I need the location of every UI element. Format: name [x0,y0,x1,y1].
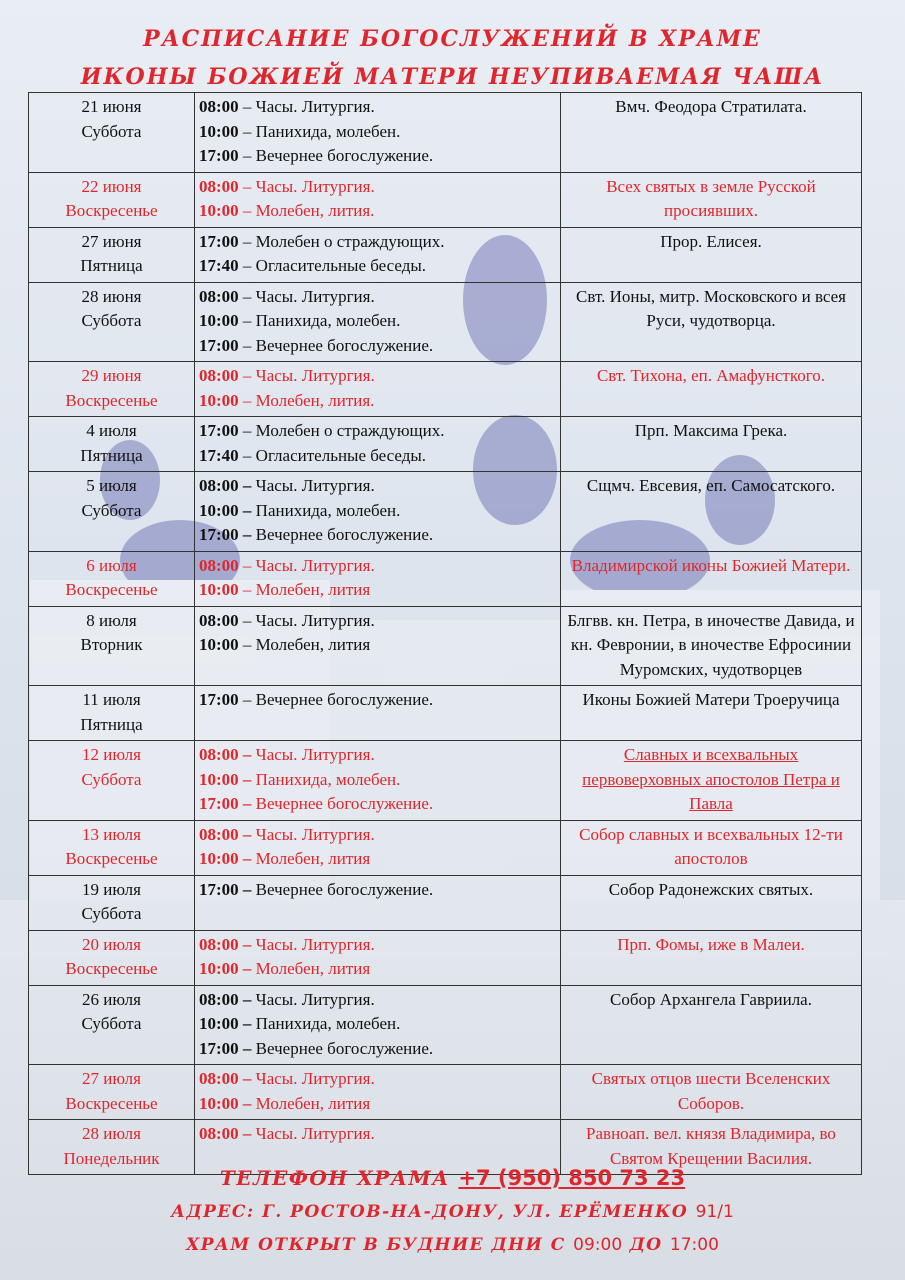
commemoration-cell [561,1065,862,1120]
date-text: 5 июля [86,476,137,495]
service-time: 10:00 [199,580,239,599]
weekday-text: Суббота [81,121,142,141]
schedule-row [29,172,862,227]
services-cell [195,686,561,741]
commemoration-text: Собор славных и всехвальных 12-ти апостолов [579,824,843,868]
date-cell [29,1065,195,1120]
service-time: 17:00 – [199,525,252,544]
service-description: – Вечернее богослужение. [238,335,434,355]
commemoration-text: Свт. Ионы, митр. Московского и всея Руси, чудотворца. [576,286,846,330]
service-item [199,1037,556,1062]
service-item [199,823,556,848]
service-description: – Часы. Литургия. [238,610,375,630]
service-item [199,792,556,817]
service-item [199,144,556,169]
service-time: 08:00 – [199,824,252,844]
service-item [199,957,556,982]
service-time: 08:00 [199,610,239,630]
schedule-body [29,93,862,1175]
schedule-row [29,551,862,606]
service-item [199,1012,556,1037]
service-item [199,988,556,1013]
service-time: 08:00 [199,286,239,306]
address-number: 91/1 [695,1202,734,1222]
service-description: Часы. Литургия. [251,745,375,764]
weekday-text: Пятница [80,714,143,734]
service-item [199,199,556,224]
date-cell [29,172,195,227]
commemoration-text: Равноап. вел. князя Владимира, во Святом Крещении Василия. [586,1124,836,1168]
date-cell [29,472,195,552]
commemoration-text: Прп. Фомы, иже в Малеи. [617,934,805,954]
services-cell [195,1065,561,1120]
weekday-text: Воскресенье [65,580,158,599]
service-time: 17:00 [199,231,239,251]
commemoration-cell [561,606,862,686]
service-item [199,120,556,145]
date-text: 11 июля [82,690,141,709]
service-description: – Огласительные беседы. [238,445,427,465]
service-time: 17:00 – [199,1038,252,1058]
date-text: 13 июля [82,824,141,844]
service-item [199,1092,556,1117]
service-time: 08:00 – [199,1069,252,1088]
service-item [199,230,556,255]
service-time: 08:00 – [199,934,252,954]
weekday-text: Воскресенье [65,849,158,868]
service-time: 17:00 [199,421,239,440]
services-cell [195,741,561,821]
commemoration-cell [561,930,862,985]
service-description: Молебен, лития [251,959,371,978]
commemoration-text: Славных и всехвальных первоверховных апостолов Петра и Павла [582,745,840,813]
schedule-row [29,93,862,173]
date-cell [29,930,195,985]
hours-to: 17:00 [669,1235,719,1255]
service-time: 10:00 [199,311,239,330]
service-item [199,364,556,389]
services-cell [195,820,561,875]
service-item [199,334,556,359]
commemoration-text: Собор Радонежских святых. [608,879,814,899]
service-description: Вечернее богослужение. [251,525,434,544]
service-time: 10:00 [199,635,239,654]
service-item [199,609,556,634]
service-description: – Часы. Литургия. [238,176,375,196]
service-description: – Молебен, лития [238,580,371,599]
service-description: Вечернее богослужение. [251,794,434,813]
service-description: Часы. Литургия. [251,824,375,844]
service-description: Панихида, молебен. [251,769,401,789]
service-description: Часы. Литургия. [251,1069,375,1088]
weekday-text: Воскресенье [65,1093,158,1113]
commemoration-text: Свт. Тихона, еп. Амафунсткого. [596,366,826,385]
commemoration-cell [561,985,862,1065]
schedule-row [29,362,862,417]
date-cell [29,417,195,472]
weekday-text: Воскресенье [65,201,158,220]
service-description: Часы. Литургия. [251,934,375,954]
commemoration-text: Блгвв. кн. Петра, в иночестве Давида, и кн. Февронии, в иночестве Ефросинии Муромских, чудотворцев [567,610,855,679]
commemoration-cell [561,227,862,282]
service-item [199,444,556,469]
page-title: РАСПИСАНИЕ БОГОСЛУЖЕНИЙ В ХРАМЕ [143,26,762,52]
service-item [199,933,556,958]
commemoration-cell [561,93,862,173]
date-text: 27 июня [81,231,142,251]
schedule-row [29,1065,862,1120]
services-cell [195,282,561,362]
commemoration-text: Прп. Максима Грека. [634,421,788,440]
weekday-text: Понедельник [63,1148,160,1168]
weekday-text: Воскресенье [65,959,158,978]
address-line [0,1202,905,1222]
service-description: – Молебен о страждующих. [238,421,445,440]
service-description: – Панихида, молебен. [238,121,401,141]
schedule-table [28,92,862,1175]
service-time: 17:00 [199,146,239,165]
page-subtitle: ИКОНЫ БОЖИЕЙ МАТЕРИ НЕУПИВАЕМАЯ ЧАША [80,64,825,90]
services-cell [195,551,561,606]
commemoration-text: Собор Архангела Гавриила. [610,989,812,1009]
weekday-text: Воскресенье [65,390,158,410]
service-description: Часы. Литургия. [251,989,375,1009]
date-text: 21 июня [81,97,142,116]
date-cell [29,875,195,930]
service-description: – Часы. Литургия. [238,366,375,385]
service-description: – Часы. Литургия. [238,97,375,116]
opening-hours-line [0,1235,905,1255]
schedule-row [29,686,862,741]
service-description: Молебен, лития [251,1093,371,1113]
service-description: – Панихида, молебен. [238,311,401,330]
service-item [199,309,556,334]
date-cell [29,606,195,686]
schedule-row [29,472,862,552]
commemoration-text: Всех святых в земле Русской просиявших. [606,176,816,220]
service-item [199,1122,556,1147]
service-item [199,578,556,603]
service-item [199,389,556,414]
service-item [199,554,556,579]
schedule-row [29,875,862,930]
service-time: 08:00 – [199,476,252,495]
service-time: 17:00 [199,690,239,709]
weekday-text: Вторник [80,635,143,654]
weekday-text: Суббота [81,769,142,789]
schedule-row [29,985,862,1065]
commemoration-cell [561,417,862,472]
services-cell [195,875,561,930]
phone-number-link[interactable]: +7 (950) 850 73 23 [458,1166,686,1190]
service-description: – Часы. Литургия. [238,286,375,306]
service-description: Вечернее богослужение. [251,1038,434,1058]
phone-label: ТЕЛЕФОН ХРАМА [219,1166,459,1190]
service-description: – Молебен, лития. [238,390,375,410]
service-time: 10:00 – [199,500,252,520]
commemoration-cell [561,551,862,606]
commemoration-cell [561,282,862,362]
weekday-text: Пятница [80,445,143,465]
service-description: Часы. Литургия. [251,1124,375,1143]
service-time: 10:00 – [199,1014,252,1033]
date-text: 8 июля [86,610,137,630]
date-cell [29,551,195,606]
commemoration-text: Сщмч. Евсевия, еп. Самосатского. [586,476,836,495]
weekday-text: Пятница [80,256,143,275]
date-cell [29,686,195,741]
weekday-text: Суббота [81,500,142,520]
date-cell [29,820,195,875]
service-time: 10:00 [199,201,239,220]
commemoration-cell [561,875,862,930]
service-description: Панихида, молебен. [251,1014,401,1033]
date-text: 4 июля [86,421,137,440]
address-label: АДРЕС: Г. РОСТОВ-НА-ДОНУ, УЛ. ЕРЁМЕНКО [171,1202,696,1222]
date-text: 28 июня [81,286,142,306]
date-text: 26 июля [82,989,141,1009]
service-time: 10:00 – [199,959,252,978]
service-time: 08:00 – [199,745,252,764]
service-time: 08:00 [199,97,239,116]
service-description: – Молебен, лития. [238,201,375,220]
date-cell [29,93,195,173]
service-time: 10:00 – [199,769,252,789]
date-cell [29,985,195,1065]
weekday-text: Суббота [81,904,142,923]
service-description: Часы. Литургия. [251,476,375,495]
service-time: 08:00 [199,366,239,385]
service-item [199,633,556,658]
service-time: 17:00 – [199,879,252,899]
service-time: 17:00 [199,335,239,355]
service-description: Панихида, молебен. [251,500,401,520]
commemoration-cell [561,172,862,227]
service-time: 08:00 – [199,1124,252,1143]
weekday-text: Суббота [81,311,142,330]
service-description: – Молебен, лития [238,635,371,654]
service-description: Молебен, лития [251,849,371,868]
commemoration-text: Владимирской иконы Божией Матери. [571,555,851,575]
date-text: 29 июня [81,366,142,385]
commemoration-cell [561,686,862,741]
service-item [199,499,556,524]
service-item [199,285,556,310]
service-time: 08:00 – [199,989,252,1009]
schedule-row [29,606,862,686]
services-cell [195,985,561,1065]
service-time: 10:00 – [199,849,252,868]
services-cell [195,362,561,417]
service-time: 10:00 [199,390,239,410]
service-item [199,878,556,903]
service-item [199,474,556,499]
services-cell [195,93,561,173]
service-time: 17:00 – [199,794,252,813]
schedule-row [29,282,862,362]
services-cell [195,227,561,282]
service-item [199,419,556,444]
service-description: – Вечернее богослужение. [238,690,434,709]
commemoration-cell [561,741,862,821]
hours-from: 09:00 [573,1235,623,1255]
date-cell [29,741,195,821]
service-item [199,743,556,768]
date-text: 20 июля [82,934,141,954]
service-item [199,768,556,793]
service-time: 17:40 [199,445,239,465]
service-item [199,254,556,279]
service-item [199,175,556,200]
commemoration-cell [561,472,862,552]
service-item [199,95,556,120]
schedule-row [29,417,862,472]
service-item [199,847,556,872]
date-cell [29,227,195,282]
service-time: 10:00 [199,121,239,141]
commemoration-text: Вмч. Феодора Стратилата. [615,97,807,116]
service-time: 08:00 [199,555,239,575]
schedule-row [29,741,862,821]
weekday-text: Суббота [81,1014,142,1033]
hours-mid: ДО [622,1235,670,1255]
date-cell [29,282,195,362]
service-description: – Огласительные беседы. [238,256,427,275]
commemoration-text: Иконы Божией Матери Троеручица [582,690,840,709]
commemoration-text: Святых отцов шести Вселенских Соборов. [591,1069,831,1113]
date-text: 28 июля [82,1124,141,1143]
service-time: 10:00 – [199,1093,252,1113]
schedule-row [29,227,862,282]
hours-label: ХРАМ ОТКРЫТ В БУДНИЕ ДНИ С [186,1235,574,1255]
service-description: – Молебен о страждующих. [238,231,445,251]
date-text: 6 июля [86,555,137,575]
schedule-row [29,820,862,875]
date-text: 12 июля [82,745,141,764]
service-description: Вечернее богослужение. [251,879,434,899]
date-text: 22 июня [81,176,142,196]
phone-line [0,1166,905,1190]
services-cell [195,172,561,227]
service-time: 08:00 [199,176,239,196]
commemoration-cell [561,820,862,875]
commemoration-cell [561,362,862,417]
services-cell [195,606,561,686]
service-description: – Часы. Литургия. [238,555,375,575]
service-time: 17:40 [199,256,239,275]
service-item [199,688,556,713]
schedule-row [29,930,862,985]
services-cell [195,417,561,472]
services-cell [195,472,561,552]
date-text: 19 июля [82,879,141,899]
date-cell [29,362,195,417]
service-item [199,1067,556,1092]
date-text: 27 июля [82,1069,141,1088]
services-cell [195,930,561,985]
service-description: – Вечернее богослужение. [238,146,434,165]
service-item [199,523,556,548]
commemoration-text: Прор. Елисея. [660,231,762,251]
